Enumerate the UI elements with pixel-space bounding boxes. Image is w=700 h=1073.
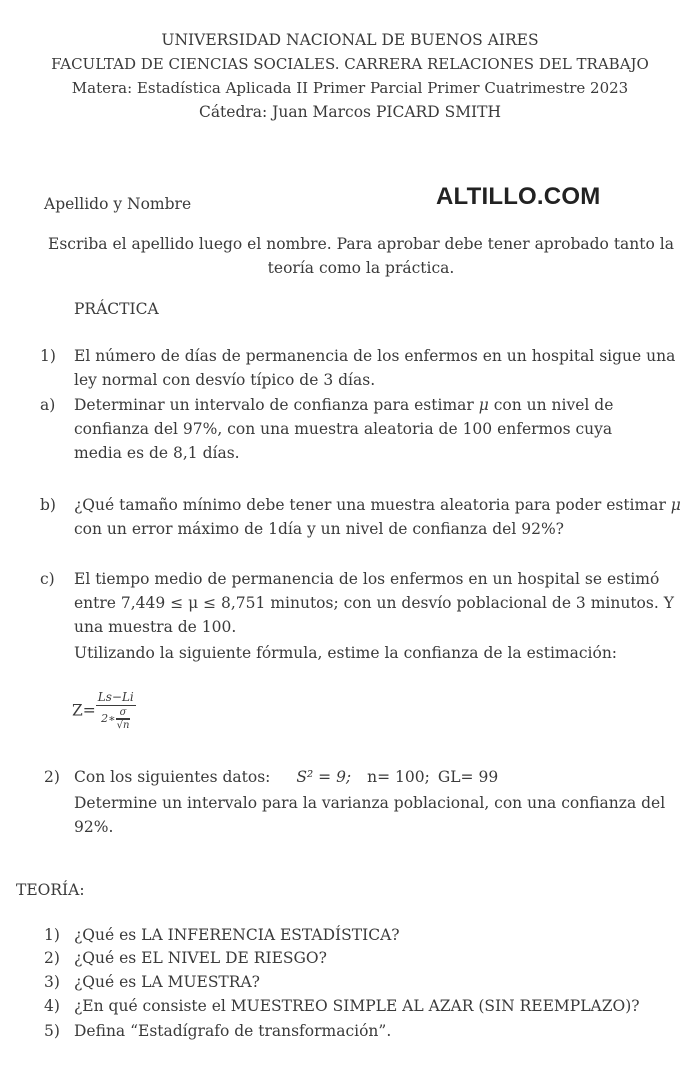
faculty-name: FACULTAD DE CIENCIAS SOCIALES. CARRERA RELACIONES DEL TRABAJO [51,55,649,73]
teoria-question: Defina “Estadígrafo de transformación”. [74,1022,392,1040]
teoria-question: ¿Qué es EL NIVEL DE RIESGO? [74,949,327,967]
subject-line: Matera: Estadística Aplicada II Primer Parcial Primer Cuatrimestre 2023 [71,79,629,97]
practica-title: PRÁCTICA [74,300,159,318]
mu-symbol: μ [478,396,489,414]
question-letter: c) [40,570,55,588]
formula-intro: Utilizando la siguiente fórmula, estime la confianza de la estimación: [74,644,618,662]
z-formula: Z= Ls−Li 2∗ $\frac{\sigma}{√n}$ [72,690,134,731]
question-number: 5) [44,1022,60,1040]
teoria-question: ¿Qué es LA INFERENCIA ESTADÍSTICA? [74,926,400,944]
instructions: Escriba el apellido luego el nombre. Para aprobar debe tener aprobado tanto la teoría como la práctica. [48,235,674,277]
question-2-text: Determine un intervalo para la varianza poblacional, con una confianza del 92%. [74,794,666,836]
chair-line: Cátedra: Juan Marcos PICARD SMITH [198,103,502,121]
name-label: Apellido y Nombre [44,195,192,213]
question-number: 1) [44,926,60,944]
watermark-logo: ALTILLO.COM [436,183,601,210]
question-number: 2) [44,768,60,786]
teoria-question: ¿En qué consiste el MUESTREO SIMPLE AL AZAR (SIN REEMPLAZO)? [74,997,640,1015]
question-number: 1) [40,347,56,365]
question-2-data: Con los siguientes datos: S² = 9; n= 100; GL= 99 [74,768,499,786]
question-letter: b) [40,496,56,514]
question-1b-text: ¿Qué tamaño mínimo debe tener una muestra aleatoria para poder estimar μ con un error máximo de 1día y un nivel de confianza del 92%? [74,496,681,538]
question-1c-text: El tiempo medio de permanencia de los enfermos en un hospital se estimó entre 7,449 ≤ μ ≤ 8,751 minutos; con un desvío poblacional de 3 minutos. Y una muestra de 100. [74,570,674,636]
question-1-text: El número de días de permanencia de los enfermos en un hospital sigue una ley normal con desvío típico de 3 días. [74,347,676,389]
question-letter: a) [40,396,56,414]
question-number: 3) [44,973,60,991]
mu-symbol: μ [670,496,681,514]
question-number: 2) [44,949,60,967]
teoria-question: ¿Qué es LA MUESTRA? [74,973,260,991]
question-1a-text: Determinar un intervalo de confianza para estimar μ con un nivel de confianza del 97%, con una muestra aleatoria de 100 enfermos cuya media es de 8,1 días. [74,396,614,462]
university-name: UNIVERSIDAD NACIONAL DE BUENOS AIRES [161,31,539,49]
question-number: 4) [44,997,60,1015]
teoria-title: TEORÍA: [16,881,85,899]
